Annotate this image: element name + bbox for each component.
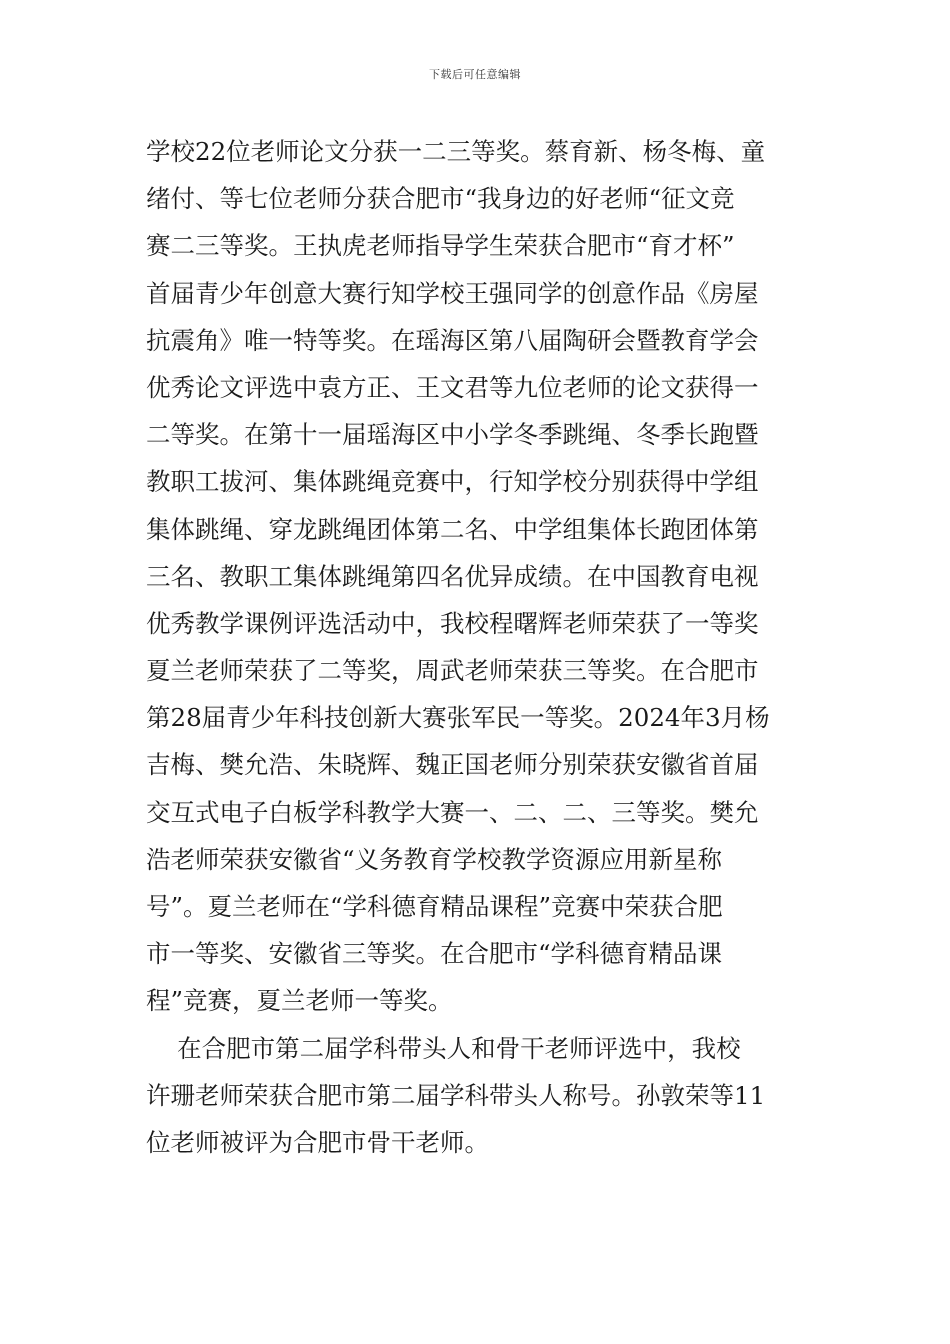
text-line: 学校22位老师论文分获一二三等奖。蔡育新、杨冬梅、童 xyxy=(146,137,766,166)
text-line: 浩老师荣获安徽省“义务教育学校教学资源应用新星称 xyxy=(146,844,723,874)
text-line: 优秀论文评选中袁方正、王文君等九位老师的论文获得一 xyxy=(146,372,759,402)
text-line: 绪付、等七位老师分获合肥市“我身边的好老师“征文竞 xyxy=(146,184,735,214)
body-text xyxy=(146,128,806,1166)
header-note: 下载后可任意编辑 xyxy=(429,68,521,81)
text-line: 位老师被评为合肥市骨干老师。 xyxy=(146,1127,489,1157)
text-line: 第28届青少年科技创新大赛张军民一等奖。2024年3月杨 xyxy=(146,703,770,733)
text-line: 在合肥市第二届学科带头人和骨干老师评选中，我校 xyxy=(146,1033,741,1063)
text-line: 号”。夏兰老师在“学科德育精品课程”竞赛中荣获合肥 xyxy=(146,892,723,921)
text-line: 集体跳绳、穿龙跳绳团体第二名、中学组集体长跑团体第 xyxy=(146,514,759,544)
text-line: 市一等奖、安徽省三等奖。在合肥市“学科德育精品课 xyxy=(146,939,723,969)
paragraph-awards xyxy=(146,128,806,1025)
text-line: 交互式电子白板学科教学大赛一、二、二、三等奖。樊允 xyxy=(146,797,759,827)
paragraph-teachers xyxy=(146,1025,806,1167)
text-line: 优秀教学课例评选活动中，我校程曙辉老师荣获了一等奖 xyxy=(146,608,759,638)
text-line: 赛二三等奖。王执虎老师指导学生荣获合肥市“育才杯” xyxy=(146,231,735,261)
text-line: 吉梅、樊允浩、朱晓辉、魏正国老师分别荣获安徽省首届 xyxy=(146,750,759,780)
text-line: 夏兰老师荣获了二等奖，周武老师荣获三等奖。在合肥市 xyxy=(146,656,759,686)
text-line: 教职工拔河、集体跳绳竞赛中，行知学校分别获得中学组 xyxy=(146,467,759,497)
text-line: 首届青少年创意大赛行知学校王强同学的创意作品《房屋 xyxy=(146,278,759,308)
text-line: 许珊老师荣获合肥市第二届学科带头人称号。孙敦荣等11 xyxy=(146,1080,766,1110)
text-line: 三名、教职工集体跳绳第四名优异成绩。在中国教育电视 xyxy=(146,561,759,591)
text-line: 程”竞赛，夏兰老师一等奖。 xyxy=(146,986,453,1016)
text-line: 抗震角》唯一特等奖。在瑶海区第八届陶研会暨教育学会 xyxy=(146,325,759,355)
text-line: 二等奖。在第十一届瑶海区中小学冬季跳绳、冬季长跑暨 xyxy=(146,420,759,450)
